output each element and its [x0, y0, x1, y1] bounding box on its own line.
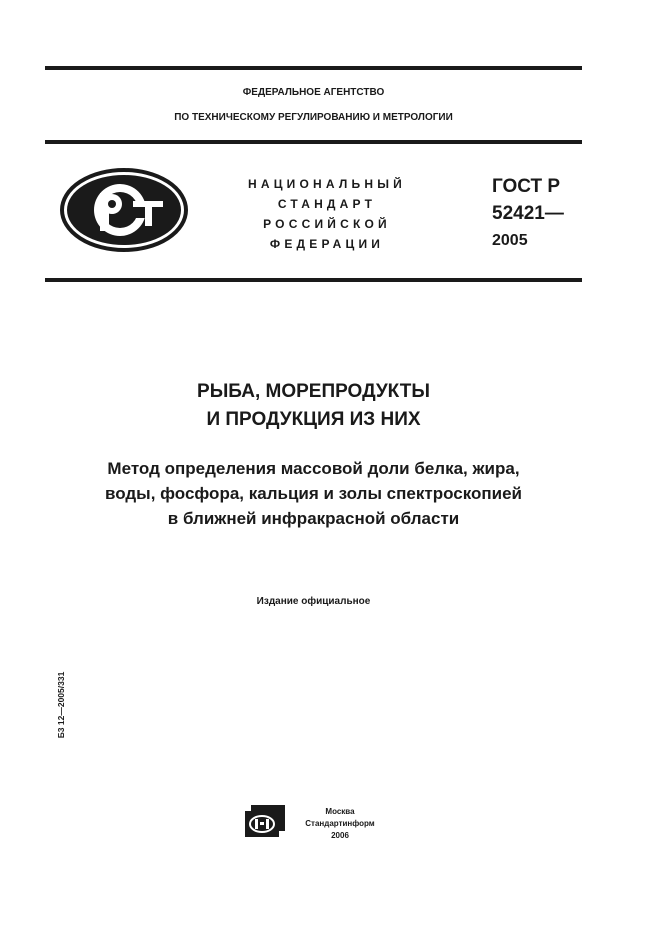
- publisher-year: 2006: [331, 831, 349, 840]
- gost-designation: [492, 173, 564, 254]
- title-line-1: РЫБА, МОРЕПРОДУКТЫ: [197, 381, 430, 402]
- publisher-imprint: [294, 806, 386, 842]
- gost-label: ГОСТ Р: [492, 176, 561, 197]
- publisher-city: Москва: [325, 807, 355, 816]
- national-standard-line-1: НАЦИОНАЛЬНЫЙ: [247, 177, 407, 191]
- edition-label: Издание официальное: [256, 596, 371, 607]
- agency-line-1: ФЕДЕРАЛЬНОЕ АГЕНТСТВО: [242, 87, 385, 98]
- side-catalog-code: Б3 12—2005/331: [56, 671, 66, 739]
- national-standard-label: [232, 174, 422, 254]
- subtitle-line-3: в ближней инфракрасной области: [167, 509, 460, 528]
- top-rule: [45, 66, 582, 70]
- national-standard-line-4: ФЕДЕРАЦИИ: [269, 237, 385, 251]
- subtitle-line-2: воды, фосфора, кальция и золы спектроскопией: [105, 484, 522, 503]
- title-line-2: И ПРОДУКЦИЯ ИЗ НИХ: [206, 409, 421, 430]
- header-bottom-rule: [45, 278, 582, 282]
- national-standard-line-3: РОССИЙСКОЙ: [263, 217, 391, 231]
- document-subtitle: [45, 456, 582, 531]
- gost-number: 52421—: [492, 203, 564, 224]
- national-standard-line-2: СТАНДАРТ: [277, 197, 377, 211]
- agency-line-2: ПО ТЕХНИЧЕСКОМУ РЕГУЛИРОВАНИЮ И МЕТРОЛОГИИ: [174, 112, 453, 123]
- header-rule: [45, 140, 582, 144]
- standartinform-logo-icon: [245, 805, 285, 837]
- subtitle-line-1: Метод определения массовой доли белка, жира,: [107, 459, 520, 478]
- document-title: [45, 378, 582, 434]
- gost-year: 2005: [492, 232, 528, 249]
- publisher-name: Стандартинформ: [305, 819, 375, 828]
- rst-certification-mark-icon: [60, 168, 188, 252]
